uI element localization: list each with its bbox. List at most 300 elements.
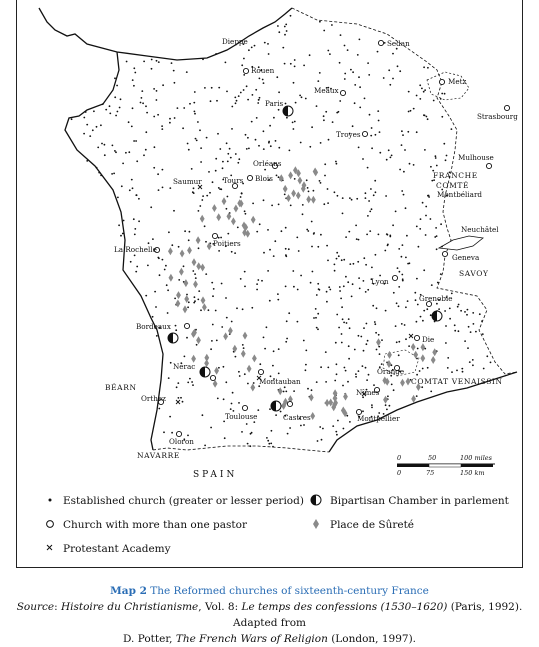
- established-church-dot: [164, 269, 166, 271]
- established-church-dot: [332, 121, 334, 123]
- label-orleans: Orléans: [253, 159, 282, 168]
- established-church-dot: [133, 67, 135, 69]
- established-church-dot: [194, 296, 196, 298]
- established-church-dot: [132, 79, 134, 81]
- established-church-dot: [145, 105, 147, 107]
- established-church-dot: [342, 213, 344, 215]
- established-church-dot: [370, 188, 372, 190]
- label-spain: SPAIN: [193, 470, 238, 480]
- established-church-dot: [243, 89, 245, 91]
- established-church-dot: [169, 118, 171, 120]
- established-church-dot: [283, 391, 285, 393]
- established-church-dot: [218, 87, 220, 89]
- established-church-dot: [142, 102, 144, 104]
- established-church-dot: [234, 252, 236, 254]
- established-church-dot: [392, 78, 394, 80]
- established-church-dot: [226, 208, 228, 210]
- label-poitiers: Poitiers: [213, 239, 241, 248]
- established-church-dot: [362, 158, 364, 160]
- place-de-surete-marker: [196, 236, 201, 244]
- established-church-dot: [174, 82, 176, 84]
- established-church-dot: [335, 342, 337, 344]
- established-church-dot: [371, 267, 373, 269]
- established-church-dot: [122, 233, 124, 235]
- established-church-dot: [218, 367, 220, 369]
- scale-km-150: 150 km: [460, 469, 485, 477]
- established-church-dot: [305, 350, 307, 352]
- established-church-dot: [284, 34, 286, 36]
- established-church-dot: [256, 289, 258, 291]
- established-church-dot: [388, 69, 390, 71]
- established-church-dot: [263, 82, 265, 84]
- established-church-dot: [276, 76, 278, 78]
- place-de-surete-marker: [228, 327, 233, 335]
- established-church-dot: [418, 246, 420, 248]
- established-church-dot: [211, 87, 213, 89]
- established-church-dot: [213, 288, 215, 290]
- established-church-dot: [395, 211, 397, 213]
- established-church-dot: [311, 221, 313, 223]
- established-church-dot: [367, 167, 369, 169]
- established-church-dot: [327, 260, 329, 262]
- established-church-dot: [145, 295, 147, 297]
- established-church-dot: [92, 129, 94, 131]
- established-church-dot: [191, 168, 193, 170]
- established-church-dot: [401, 144, 403, 146]
- place-de-surete-marker: [231, 217, 236, 225]
- label-comtat: COMTAT VENAISSIN: [411, 377, 503, 386]
- established-church-dot: [240, 92, 242, 94]
- established-church-dot: [159, 274, 161, 276]
- label-metz: Metz: [448, 77, 467, 86]
- established-church-dot: [256, 117, 258, 119]
- established-church-dot: [289, 150, 291, 152]
- established-church-dot: [446, 155, 448, 157]
- established-church-dot: [244, 271, 246, 273]
- established-church-dot: [118, 224, 120, 226]
- place-de-surete-marker: [278, 387, 283, 395]
- established-church-dot: [410, 110, 412, 112]
- established-church-dot: [267, 43, 269, 45]
- label-orange: Orange: [377, 367, 405, 376]
- scale-bar: [397, 454, 495, 477]
- established-church-dot: [119, 107, 121, 109]
- label-grenoble: Grenoble: [419, 294, 453, 303]
- established-church-dot: [317, 246, 319, 248]
- established-church-dot: [315, 308, 317, 310]
- established-church-dot: [303, 424, 305, 426]
- established-church-dot: [156, 99, 158, 101]
- established-church-dot: [199, 205, 201, 207]
- place-de-surete-marker: [387, 351, 392, 359]
- established-church-dot: [354, 349, 356, 351]
- established-church-dot: [223, 398, 225, 400]
- established-church-dot: [414, 292, 416, 294]
- established-church-dot: [385, 310, 387, 312]
- legend-surete: Place de Sûreté: [330, 519, 415, 531]
- established-church-dot: [153, 167, 155, 169]
- established-church-dot: [472, 312, 474, 314]
- established-church-dot: [168, 377, 170, 379]
- established-church-dot: [120, 98, 122, 100]
- established-church-dot: [268, 53, 270, 55]
- place-de-surete-marker: [406, 378, 411, 386]
- adapted-work: The French Wars of Religion: [175, 633, 328, 645]
- established-church-dot: [344, 73, 346, 75]
- established-church-dot: [269, 300, 271, 302]
- map-number: Map 2: [110, 585, 147, 597]
- established-church-dot: [114, 150, 116, 152]
- established-church-dot: [116, 85, 118, 87]
- established-church-dot: [389, 84, 391, 86]
- chamber-marker-nerac: [200, 367, 210, 377]
- place-de-surete-marker: [291, 189, 296, 197]
- established-church-dot: [138, 220, 140, 222]
- established-church-dot: [443, 143, 445, 145]
- established-church-dot: [245, 213, 247, 215]
- established-church-dot: [327, 202, 329, 204]
- established-church-dot: [216, 340, 218, 342]
- established-church-dot: [227, 233, 229, 235]
- established-church-dot: [246, 85, 248, 87]
- established-church-dot: [336, 163, 338, 165]
- established-church-dot: [275, 414, 277, 416]
- established-church-dot: [269, 125, 271, 127]
- established-church-dot: [336, 314, 338, 316]
- established-church-dot: [351, 296, 353, 298]
- established-church-dot: [171, 62, 173, 64]
- established-church-dot: [294, 121, 296, 123]
- established-church-dot: [332, 425, 334, 427]
- established-church-dot: [352, 125, 354, 127]
- established-church-dot: [441, 116, 443, 118]
- established-church-dot: [309, 54, 311, 56]
- established-church-dot: [365, 192, 367, 194]
- label-nerac: Nérac: [173, 362, 196, 371]
- established-church-dot: [402, 244, 404, 246]
- established-church-dot: [440, 223, 442, 225]
- established-church-dot: [188, 301, 190, 303]
- established-church-dot: [162, 84, 164, 86]
- place-de-surete-marker: [176, 291, 181, 299]
- established-church-dot: [211, 282, 213, 284]
- established-church-dot: [293, 82, 295, 84]
- established-church-dot: [239, 375, 241, 377]
- established-church-dot: [359, 107, 361, 109]
- established-church-dot: [391, 155, 393, 157]
- established-church-dot: [200, 309, 202, 311]
- established-church-dot: [355, 225, 357, 227]
- place-de-surete-marker: [310, 412, 315, 420]
- established-church-dot: [408, 111, 410, 113]
- chamber-marker-paris: [283, 106, 293, 116]
- established-church-dot: [306, 179, 308, 181]
- established-church-dot: [427, 67, 429, 69]
- established-church-dot: [120, 235, 122, 237]
- established-church-dot: [178, 246, 180, 248]
- established-church-dot: [342, 197, 344, 199]
- established-church-dot: [205, 241, 207, 243]
- established-church-dot: [241, 431, 243, 433]
- established-church-dot: [355, 376, 357, 378]
- place-de-surete-marker: [411, 343, 416, 351]
- place-de-surete-marker: [184, 279, 189, 287]
- established-church-dot: [416, 358, 418, 360]
- established-church-dot: [267, 229, 269, 231]
- established-church-dot: [293, 390, 295, 392]
- established-church-dot: [202, 195, 204, 197]
- established-church-dot: [212, 181, 214, 183]
- established-church-dot: [427, 118, 429, 120]
- established-church-dot: [242, 308, 244, 310]
- established-church-dot: [194, 91, 196, 93]
- established-church-dot: [464, 311, 466, 313]
- established-church-dot: [391, 384, 393, 386]
- established-church-dot: [186, 294, 188, 296]
- established-church-dot: [433, 100, 435, 102]
- established-church-dot: [174, 298, 176, 300]
- established-church-dot: [347, 281, 349, 283]
- established-church-dot: [197, 121, 199, 123]
- established-church-dot: [358, 239, 360, 241]
- established-church-dot: [273, 117, 275, 119]
- established-church-dot: [483, 368, 485, 370]
- established-church-dot: [282, 47, 284, 49]
- place-de-surete-marker: [216, 213, 221, 221]
- established-church-dot: [375, 134, 377, 136]
- established-church-dot: [173, 70, 175, 72]
- established-church-dot: [240, 196, 242, 198]
- established-church-dot: [348, 318, 350, 320]
- established-church-dot: [398, 248, 400, 250]
- established-church-dot: [156, 60, 158, 62]
- place-de-surete-marker: [296, 192, 301, 200]
- city-marker-castres: [287, 401, 292, 406]
- established-church-dot: [454, 324, 456, 326]
- established-church-dot: [294, 59, 296, 61]
- established-church-dot: [218, 187, 220, 189]
- place-de-surete-marker: [192, 258, 197, 266]
- established-church-dot: [416, 278, 418, 280]
- established-church-dot: [426, 308, 428, 310]
- established-church-dot: [416, 226, 418, 228]
- established-church-dot: [111, 173, 113, 175]
- established-church-dot: [269, 408, 271, 410]
- established-church-dot: [363, 257, 365, 259]
- established-church-dot: [150, 206, 152, 208]
- established-church-dot: [198, 247, 200, 249]
- established-church-dot: [358, 147, 360, 149]
- established-church-dot: [136, 160, 138, 162]
- established-church-dot: [261, 280, 263, 282]
- established-church-dot: [430, 314, 432, 316]
- label-la-rochelle: La Rochelle: [114, 245, 157, 254]
- established-church-dot: [347, 49, 349, 51]
- established-church-dot: [217, 398, 219, 400]
- established-church-dot: [169, 416, 171, 418]
- established-church-dot: [155, 306, 157, 308]
- established-church-dot: [320, 142, 322, 144]
- place-de-surete-marker: [413, 351, 418, 359]
- established-church-dot: [212, 324, 214, 326]
- established-church-dot: [131, 179, 133, 181]
- established-church-dot: [102, 103, 104, 105]
- established-church-dot: [310, 282, 312, 284]
- established-church-dot: [445, 342, 447, 344]
- place-de-surete-marker: [180, 250, 185, 258]
- established-church-dot: [428, 195, 430, 197]
- established-church-dot: [196, 344, 198, 346]
- place-de-surete-marker: [223, 332, 228, 340]
- established-church-dot: [162, 187, 164, 189]
- established-church-dot: [327, 50, 329, 52]
- established-church-dot: [423, 114, 425, 116]
- city-marker-blois: [247, 175, 252, 180]
- established-church-dot: [416, 95, 418, 97]
- established-church-dot: [263, 337, 265, 339]
- geneva-lake: [439, 236, 483, 250]
- established-church-dot: [422, 202, 424, 204]
- established-church-dot: [470, 331, 472, 333]
- established-church-dot: [341, 306, 343, 308]
- established-church-dot: [345, 276, 347, 278]
- established-church-dot: [148, 242, 150, 244]
- established-church-dot: [134, 255, 136, 257]
- established-church-dot: [246, 423, 248, 425]
- established-church-dot: [404, 149, 406, 151]
- established-church-dot: [344, 367, 346, 369]
- established-church-dot: [340, 34, 342, 36]
- established-church-dot: [435, 157, 437, 159]
- place-de-surete-marker: [201, 296, 206, 304]
- established-church-dot: [401, 130, 403, 132]
- established-church-dot: [366, 234, 368, 236]
- label-nimes: Nîmes: [356, 388, 380, 397]
- established-church-dot: [272, 446, 274, 448]
- established-church-dot: [227, 153, 229, 155]
- established-church-dot: [227, 161, 229, 163]
- established-church-dot: [405, 306, 407, 308]
- established-church-dot: [135, 271, 137, 273]
- established-church-dot: [340, 298, 342, 300]
- established-church-dot: [126, 61, 128, 63]
- established-church-dot: [458, 304, 460, 306]
- established-church-dot: [336, 363, 338, 365]
- source-volume: , Vol. 8:: [198, 601, 242, 613]
- established-church-dot: [447, 367, 449, 369]
- established-church-dot: [292, 122, 294, 124]
- label-castres: Castres: [283, 413, 311, 422]
- established-church-dot: [406, 235, 408, 237]
- established-church-dot: [241, 64, 243, 66]
- established-church-dot: [405, 257, 407, 259]
- city-marker-rouen: [243, 68, 248, 73]
- established-church-dot: [329, 289, 331, 291]
- established-church-dot: [238, 95, 240, 97]
- established-church-dot: [285, 227, 287, 229]
- established-church-dot: [277, 299, 279, 301]
- established-church-dot: [458, 330, 460, 332]
- established-church-dot: [323, 203, 325, 205]
- bipartisan-chamber-markers: [168, 106, 442, 411]
- established-church-dot: [312, 271, 314, 273]
- established-church-dot: [325, 351, 327, 353]
- established-church-dot: [467, 309, 469, 311]
- legend-chamber-symbol: [311, 495, 321, 505]
- established-church-dot: [131, 126, 133, 128]
- established-church-dot: [264, 42, 266, 44]
- established-church-dot: [415, 299, 417, 301]
- established-church-dot: [178, 397, 180, 399]
- established-church-dot: [316, 381, 318, 383]
- established-church-dot: [401, 323, 403, 325]
- established-church-dot: [259, 97, 261, 99]
- label-navarre: NAVARRE: [137, 451, 180, 460]
- established-church-dot: [83, 133, 85, 135]
- map-frame: [16, 0, 523, 568]
- established-church-dot: [242, 344, 244, 346]
- established-church-dot: [170, 362, 172, 364]
- established-church-dot: [215, 158, 217, 160]
- caption-adapted-line: [0, 631, 539, 647]
- established-church-dot: [293, 128, 295, 130]
- established-church-dot: [86, 160, 88, 162]
- established-church-dot: [96, 126, 98, 128]
- established-church-dot: [417, 348, 419, 350]
- established-church-dot: [393, 389, 395, 391]
- established-church-dot: [235, 153, 237, 155]
- place-de-surete-marker: [383, 396, 388, 404]
- established-church-dot: [135, 194, 137, 196]
- established-church-dot: [335, 161, 337, 163]
- established-church-dot: [343, 259, 345, 261]
- established-church-dot: [403, 171, 405, 173]
- established-church-dot: [202, 414, 204, 416]
- established-church-dot: [210, 427, 212, 429]
- established-church-dot: [237, 162, 239, 164]
- established-church-dot: [231, 321, 233, 323]
- caption-source-line: Source: Histoire du Christianisme, Vol. 8: Le temps des confessions (1530–1620) (Paris, 1992). Adapted from: [16, 601, 523, 629]
- label-troyes: Troyes: [336, 130, 361, 139]
- established-church-dot: [434, 236, 436, 238]
- established-church-dot: [338, 111, 340, 113]
- established-church-dot: [486, 355, 488, 357]
- established-church-dot: [301, 96, 303, 98]
- established-church-dot: [339, 100, 341, 102]
- established-church-dot: [345, 370, 347, 372]
- established-church-dot: [281, 230, 283, 232]
- established-church-dot: [386, 233, 388, 235]
- established-church-dot: [359, 39, 361, 41]
- established-church-dot: [121, 185, 123, 187]
- established-church-dot: [373, 384, 375, 386]
- established-church-dot: [285, 255, 287, 257]
- established-church-dot: [200, 147, 202, 149]
- established-church-dot: [275, 140, 277, 142]
- established-church-dot: [254, 45, 256, 47]
- established-church-dot: [189, 103, 191, 105]
- label-bearn: BÉARN: [105, 383, 137, 392]
- established-church-dot: [100, 124, 102, 126]
- place-de-surete-marker: [243, 332, 248, 340]
- established-church-dot: [323, 119, 325, 121]
- established-church-dot: [399, 70, 401, 72]
- established-church-dot: [117, 197, 119, 199]
- established-church-dot: [371, 147, 373, 149]
- established-church-dot: [367, 340, 369, 342]
- established-church-dot: [215, 310, 217, 312]
- established-church-dot: [287, 433, 289, 435]
